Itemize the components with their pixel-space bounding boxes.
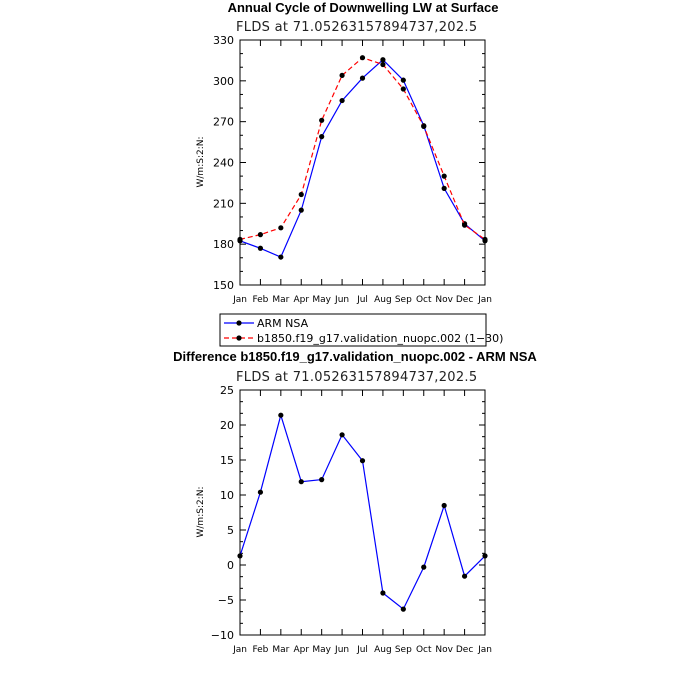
x-tick-label: Apr xyxy=(293,645,310,655)
y-tick-label: −5 xyxy=(217,594,234,607)
data-point xyxy=(319,118,324,123)
y-tick-label: 270 xyxy=(213,115,234,129)
y-tick-label: 25 xyxy=(220,384,234,397)
y-tick-label: 210 xyxy=(213,197,234,211)
x-tick-label: Jun xyxy=(335,295,350,305)
legend-item-model xyxy=(224,332,503,345)
legend-marker-arm-nsa xyxy=(236,320,241,325)
data-point xyxy=(360,76,365,81)
chart-subtitle: FLDS at 71.05263157894737,202.5 xyxy=(236,20,478,35)
y-tick-label: 5 xyxy=(227,524,234,537)
chart-subtitle: FLDS at 71.05263157894737,202.5 xyxy=(236,370,478,385)
data-point xyxy=(319,134,324,139)
x-tick-label: Mar xyxy=(272,645,290,655)
x-tick-label: Jul xyxy=(357,645,368,655)
x-tick-label: Aug xyxy=(374,645,392,655)
x-tick-label: May xyxy=(312,645,331,655)
x-tick-label: Dec xyxy=(455,645,474,655)
y-axis-label: W/m:S:2:N: xyxy=(196,136,206,188)
data-point xyxy=(380,62,385,67)
y-tick-label: 0 xyxy=(227,559,234,572)
x-tick-label: Apr xyxy=(293,295,310,305)
x-tick-label: Sep xyxy=(394,645,412,655)
y-tick-label: 150 xyxy=(213,279,234,292)
plot-area xyxy=(213,34,492,305)
data-point xyxy=(299,208,304,213)
y-tick-label: 330 xyxy=(213,34,234,47)
difference-chart xyxy=(173,349,537,655)
x-tick-label: Sep xyxy=(394,295,412,305)
x-tick-label: Jan xyxy=(233,645,247,655)
x-tick-label: Feb xyxy=(252,295,269,305)
data-point xyxy=(482,237,487,242)
series-line-1 xyxy=(240,58,485,240)
x-tick-label: Oct xyxy=(415,645,432,655)
y-tick-label: 20 xyxy=(220,419,234,432)
chart-title: Difference b1850.f19_g17.validation_nuopc.002 - ARM NSA xyxy=(173,349,537,364)
annual-cycle-chart xyxy=(196,0,498,305)
x-tick-label: Feb xyxy=(252,645,269,655)
x-tick-label: May xyxy=(312,295,331,305)
x-tick-label: Jan xyxy=(233,295,247,305)
data-point xyxy=(258,232,263,237)
data-point xyxy=(380,590,385,595)
data-point xyxy=(401,86,406,91)
data-point xyxy=(237,237,242,242)
y-tick-label: −10 xyxy=(210,629,234,642)
x-tick-label: Nov xyxy=(435,645,453,655)
data-point xyxy=(462,223,467,228)
x-tick-label: Jun xyxy=(335,645,350,655)
legend xyxy=(220,314,503,346)
x-tick-label: Mar xyxy=(272,295,290,305)
data-point xyxy=(442,186,447,191)
data-point xyxy=(442,174,447,179)
x-tick-label: Oct xyxy=(415,295,432,305)
data-point xyxy=(258,246,263,251)
data-point xyxy=(401,607,406,612)
data-point xyxy=(482,553,487,558)
data-point xyxy=(442,503,447,508)
chart-title: Annual Cycle of Downwelling LW at Surface xyxy=(227,0,499,15)
data-point xyxy=(258,490,263,495)
series-line-0 xyxy=(240,415,485,609)
data-point xyxy=(237,553,242,558)
y-tick-label: 10 xyxy=(220,489,234,502)
series-line-0 xyxy=(240,60,485,257)
data-point xyxy=(380,57,385,62)
data-point xyxy=(319,477,324,482)
x-tick-label: Jul xyxy=(357,295,368,305)
x-tick-label: Jan xyxy=(478,645,492,655)
plot-frame xyxy=(240,390,485,635)
x-tick-label: Jan xyxy=(478,295,492,305)
data-point xyxy=(339,73,344,78)
legend-label-model: b1850.f19_g17.validation_nuopc.002 (1−30) xyxy=(257,332,504,345)
y-tick-label: 180 xyxy=(213,238,234,252)
data-point xyxy=(339,432,344,437)
data-point xyxy=(462,574,467,579)
y-tick-label: 240 xyxy=(213,156,234,170)
y-tick-label: 15 xyxy=(220,454,234,467)
data-point xyxy=(401,78,406,83)
data-point xyxy=(339,98,344,103)
x-tick-label: Dec xyxy=(455,295,474,305)
data-point xyxy=(360,458,365,463)
x-tick-label: Nov xyxy=(435,295,453,305)
data-point xyxy=(299,479,304,484)
data-point xyxy=(299,192,304,197)
x-tick-label: Aug xyxy=(374,295,392,305)
data-point xyxy=(421,124,426,129)
y-tick-label: 300 xyxy=(213,74,234,88)
data-point xyxy=(278,254,283,259)
data-point xyxy=(278,413,283,418)
plot-area xyxy=(211,384,492,655)
data-point xyxy=(421,565,426,570)
legend-marker-model xyxy=(236,335,241,340)
data-point xyxy=(360,55,365,60)
y-axis-label: W/m:S:2:N: xyxy=(196,486,206,538)
legend-label-arm-nsa: ARM NSA xyxy=(257,317,309,330)
data-point xyxy=(278,225,283,230)
